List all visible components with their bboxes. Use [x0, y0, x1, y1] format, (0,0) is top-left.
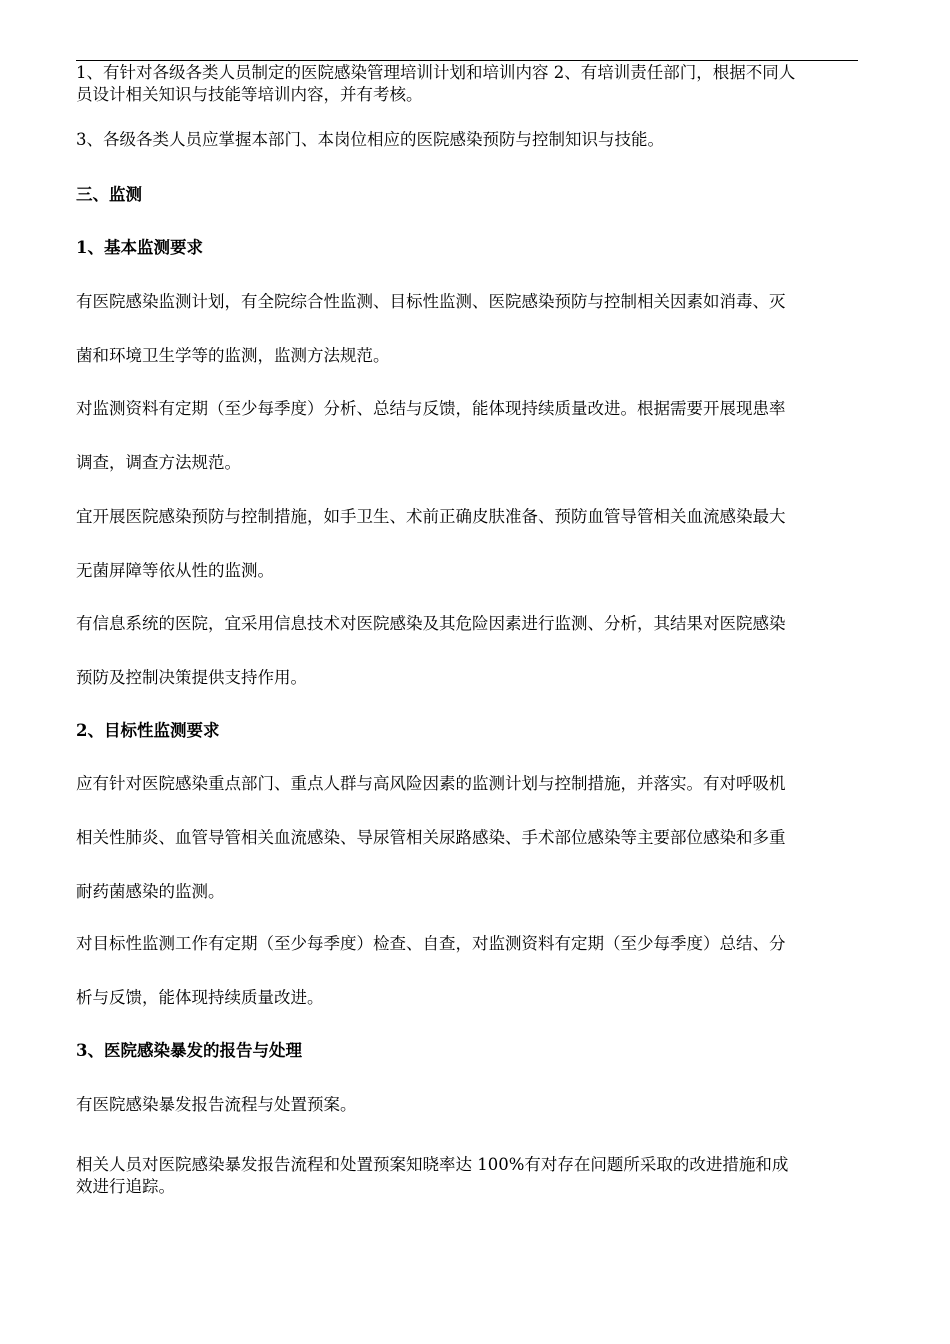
text-line: 菌和环境卫生学等的监测，监测方法规范。: [76, 346, 390, 365]
paragraph-information-system: [76, 597, 858, 705]
training-item-3: [76, 129, 858, 151]
text-line: 1、有针对各级各类人员制定的医院感染管理培训计划和培训内容 2、有培训责任部门，根据不同人: [76, 63, 796, 82]
subheading-outbreak-reporting: 3、医院感染暴发的报告与处理: [76, 1041, 302, 1060]
text-line: 3、各级各类人员应掌握本部门、本岗位相应的医院感染预防与控制知识与技能。: [76, 130, 664, 149]
paragraph-outbreak-procedure: [76, 1094, 858, 1116]
text-line: 相关人员对医院感染暴发报告流程和处置预案知晓率达 100%有对存在问题所采取的改进措施和成: [76, 1155, 789, 1174]
text-line: 宜开展医院感染预防与控制措施，如手卫生、术前正确皮肤准备、预防血管导管相关血流感染最大: [76, 507, 786, 526]
text-line: 相关性肺炎、血管导管相关血流感染、导尿管相关尿路感染、手术部位感染等主要部位感染和多重: [76, 828, 786, 847]
section-heading-monitoring: 三、监测: [76, 185, 142, 204]
paragraph-targeted-plan: [76, 757, 858, 919]
paragraph-outbreak-awareness: [76, 1154, 858, 1198]
text-line: 无菌屏障等依从性的监测。: [76, 561, 274, 580]
text-line: 预防及控制决策提供支持作用。: [76, 668, 307, 687]
text-line: 效进行追踪。: [76, 1177, 175, 1196]
training-items-1-2: [76, 62, 858, 106]
header-rule: [76, 60, 858, 61]
text-line: 调查，调查方法规范。: [76, 453, 241, 472]
text-line: 耐药菌感染的监测。: [76, 882, 225, 901]
paragraph-periodic-analysis: [76, 382, 858, 490]
text-line: 对目标性监测工作有定期（至少每季度）检查、自查，对监测资料有定期（至少每季度）总结、分: [76, 934, 786, 953]
paragraph-compliance-monitoring: [76, 490, 858, 598]
text-line: 员设计相关知识与技能等培训内容，并有考核。: [76, 85, 423, 104]
paragraph-targeted-review: [76, 917, 858, 1025]
text-line: 应有针对医院感染重点部门、重点人群与高风险因素的监测计划与控制措施，并落实。有对呼吸机: [76, 774, 786, 793]
text-line: 有医院感染监测计划，有全院综合性监测、目标性监测、医院感染预防与控制相关因素如消毒、灭: [76, 292, 786, 311]
subheading-targeted-monitoring: 2、目标性监测要求: [76, 721, 220, 740]
text-line: 对监测资料有定期（至少每季度）分析、总结与反馈，能体现持续质量改进。根据需要开展现患率: [76, 399, 786, 418]
text-line: 析与反馈，能体现持续质量改进。: [76, 988, 324, 1007]
text-line: 有医院感染暴发报告流程与处置预案。: [76, 1095, 357, 1114]
subheading-basic-monitoring: 1、基本监测要求: [76, 238, 203, 257]
text-line: 有信息系统的医院，宜采用信息技术对医院感染及其危险因素进行监测、分析，其结果对医院感染: [76, 614, 786, 633]
paragraph-monitoring-plan: [76, 275, 858, 383]
